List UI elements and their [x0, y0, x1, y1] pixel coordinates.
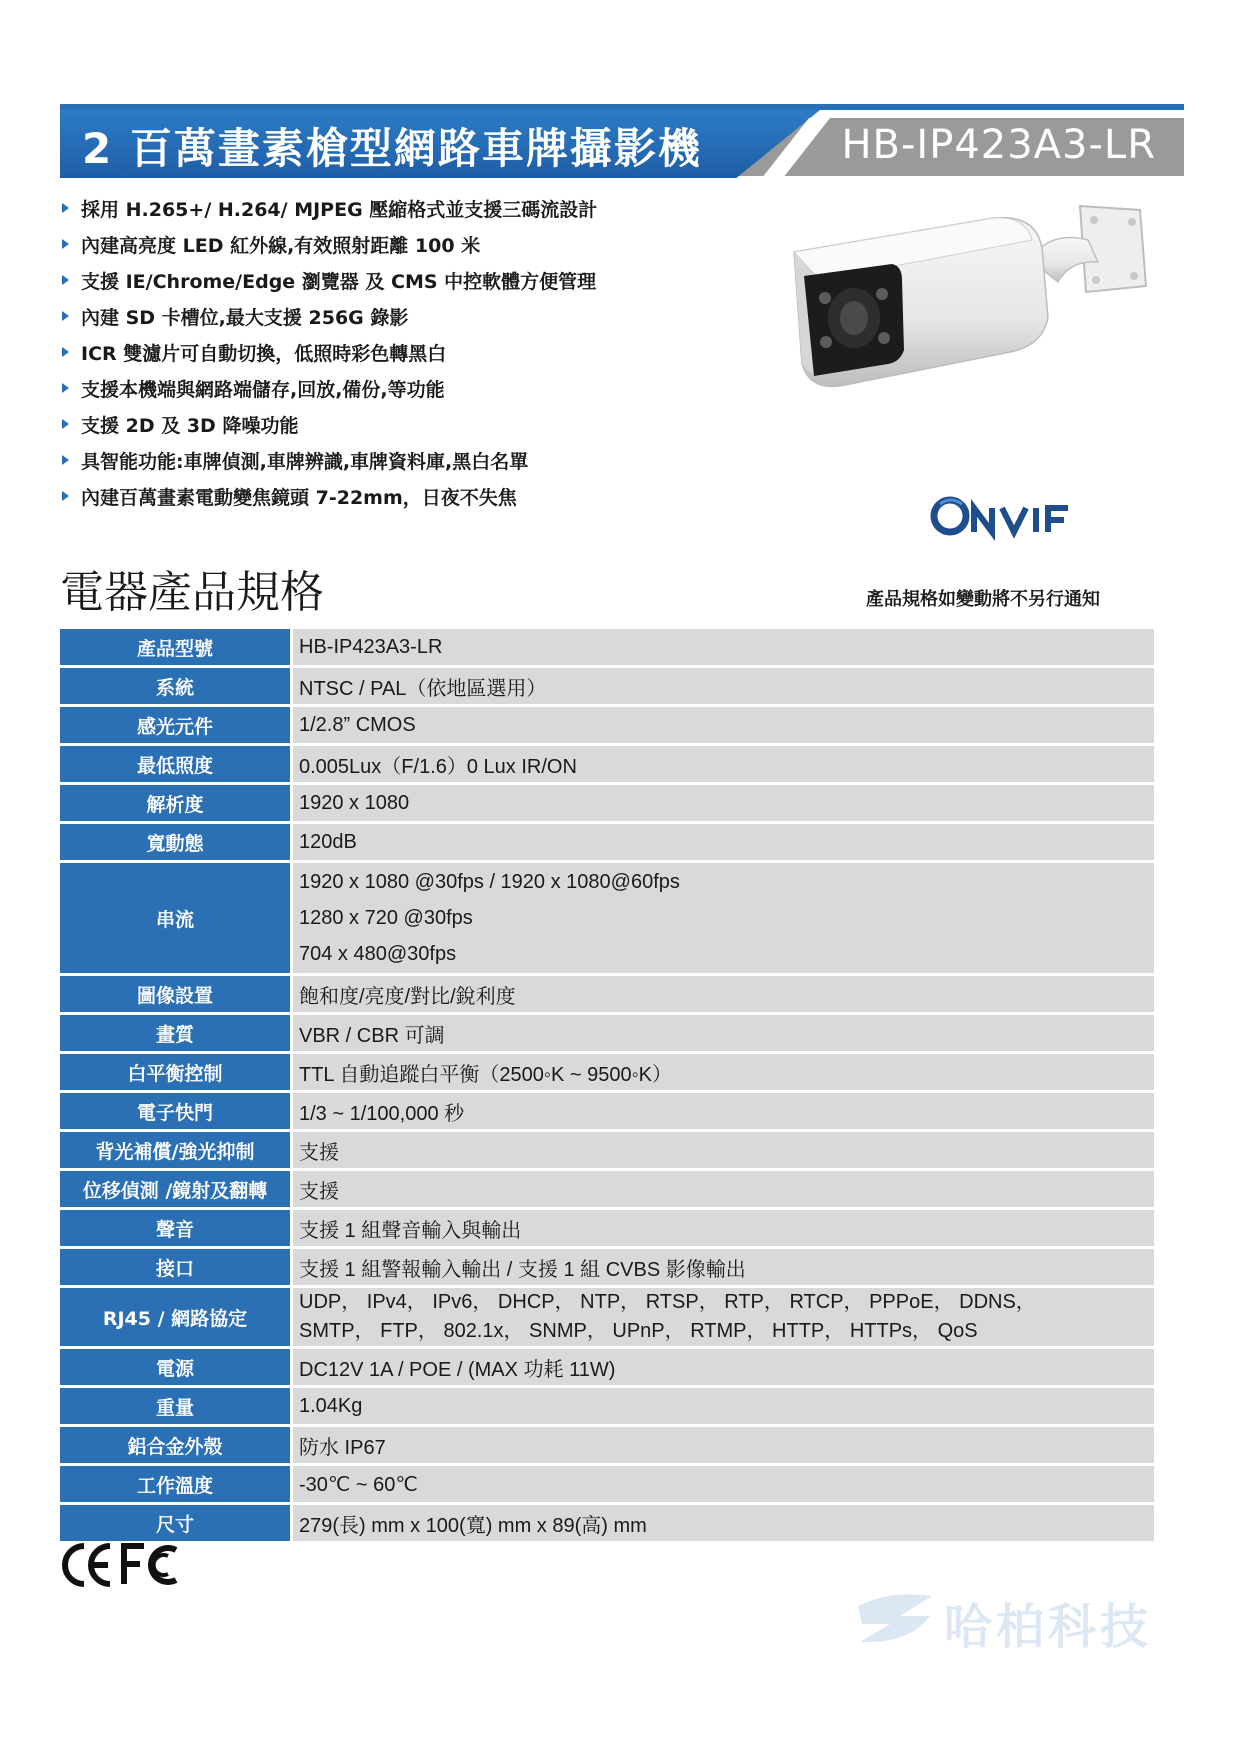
- table-row: [60, 824, 1154, 860]
- feature-text: 具智能功能:車牌偵測,車牌辨識,車牌資料庫,黑白名單: [81, 450, 529, 473]
- table-row: [60, 1505, 1154, 1541]
- spec-value-line: 1920 x 1080 @30fps / 1920 x 1080@60fps: [299, 871, 680, 893]
- triangle-bullet-icon: [62, 491, 69, 501]
- spec-value: [293, 1288, 1154, 1346]
- spec-label: 產品型號: [60, 629, 293, 665]
- spec-value: 支援 1 組警報輸入輸出 / 支援 1 組 CVBS 影像輸出: [293, 1249, 1154, 1285]
- triangle-bullet-icon: [62, 419, 69, 429]
- spec-label: 聲音: [60, 1210, 293, 1246]
- triangle-bullet-icon: [62, 383, 69, 393]
- spec-value: -30℃ ~ 60℃: [293, 1466, 1154, 1502]
- triangle-bullet-icon: [62, 203, 69, 213]
- bullet-camera-image: [780, 200, 1160, 410]
- spec-value: 1920 x 1080: [293, 785, 1154, 821]
- spec-value: 防水 IP67: [293, 1427, 1154, 1463]
- ce-fcc-certification-icon: [58, 1540, 188, 1590]
- brand-name: 哈柏科技: [944, 1599, 1153, 1655]
- spec-label: 位移偵測 /鏡射及翻轉: [60, 1171, 293, 1207]
- triangle-bullet-icon: [62, 311, 69, 321]
- spec-label: 背光補償/強光抑制: [60, 1132, 293, 1168]
- triangle-bullet-icon: [62, 275, 69, 285]
- spec-value: 1/3 ~ 1/100,000 秒: [293, 1093, 1154, 1129]
- spec-value-line: 1280 x 720 @30fps: [299, 907, 473, 929]
- title-banner: [60, 110, 1184, 178]
- spec-table: [60, 626, 1154, 1544]
- feature-item: [62, 478, 762, 514]
- table-row: [60, 1210, 1154, 1246]
- feature-item: [62, 370, 762, 406]
- spec-label: 系統: [60, 668, 293, 704]
- feature-text: 支援 IE/Chrome/Edge 瀏覽器 及 CMS 中控軟體方便管理: [81, 270, 597, 293]
- table-row: [60, 668, 1154, 704]
- feature-text: 支援本機端與網路端儲存,回放,備份,等功能: [81, 378, 445, 401]
- feature-text: 內建高亮度 LED 紅外線,有效照射距離 100 米: [81, 234, 481, 257]
- brand-swoosh-icon: [850, 1586, 940, 1650]
- spec-section-title: 電器產品規格: [60, 567, 324, 618]
- spec-value: 0.005Lux（F/1.6）0 Lux IR/ON: [293, 746, 1154, 782]
- spec-label: 最低照度: [60, 746, 293, 782]
- spec-value: 支援: [293, 1132, 1154, 1168]
- feature-item: [62, 298, 762, 334]
- spec-label: 電源: [60, 1349, 293, 1385]
- table-row: [60, 1015, 1154, 1051]
- spec-label: 尺寸: [60, 1505, 293, 1541]
- spec-label: 解析度: [60, 785, 293, 821]
- triangle-bullet-icon: [62, 239, 69, 249]
- table-row: [60, 1093, 1154, 1129]
- spec-label: 重量: [60, 1388, 293, 1424]
- spec-value: [293, 863, 1154, 973]
- table-row: [60, 1249, 1154, 1285]
- triangle-bullet-icon: [62, 455, 69, 465]
- spec-value: HB-IP423A3-LR: [293, 629, 1154, 665]
- spec-value: 1.04Kg: [293, 1388, 1154, 1424]
- spec-label: 感光元件: [60, 707, 293, 743]
- table-row: [60, 1054, 1154, 1090]
- table-row: [60, 1349, 1154, 1385]
- table-row: [60, 1466, 1154, 1502]
- spec-change-notice: 產品規格如變動將不另行通知: [866, 589, 1100, 610]
- spec-label: 接口: [60, 1249, 293, 1285]
- triangle-bullet-icon: [62, 347, 69, 357]
- spec-value: VBR / CBR 可調: [293, 1015, 1154, 1051]
- feature-item: [62, 406, 762, 442]
- spec-value-line: SMTP， FTP， 802.1x， SNMP， UPnP， RTMP， HTTP， HTTPs， QoS: [299, 1320, 978, 1342]
- spec-value: TTL 自動追蹤白平衡（2500◦K ~ 9500◦K）: [293, 1054, 1154, 1090]
- spec-value: 279(長) mm x 100(寬) mm x 89(高) mm: [293, 1505, 1154, 1541]
- feature-item: [62, 442, 762, 478]
- spec-label: 圖像設置: [60, 976, 293, 1012]
- feature-text: 支援 2D 及 3D 降噪功能: [81, 414, 299, 437]
- spec-label: 串流: [60, 863, 293, 973]
- brand-logo: [850, 1586, 1180, 1655]
- table-row: [60, 785, 1154, 821]
- spec-value: 1/2.8” CMOS: [293, 707, 1154, 743]
- table-row: [60, 1388, 1154, 1424]
- spec-value: 支援 1 組聲音輸入與輸出: [293, 1210, 1154, 1246]
- product-title: 2 百萬畫素槍型網路車牌攝影機: [82, 124, 702, 173]
- onvif-logo: [930, 492, 1090, 542]
- product-model: HB-IP423A3-LR: [841, 122, 1156, 168]
- table-row: [60, 1171, 1154, 1207]
- spec-label: 工作溫度: [60, 1466, 293, 1502]
- table-row: [60, 1288, 1154, 1346]
- spec-value: NTSC / PAL（依地區選用）: [293, 668, 1154, 704]
- spec-label: 電子快門: [60, 1093, 293, 1129]
- feature-item: [62, 226, 762, 262]
- spec-value: 支援: [293, 1171, 1154, 1207]
- table-row: [60, 863, 1154, 973]
- feature-text: 內建 SD 卡槽位,最大支援 256G 錄影: [81, 306, 409, 329]
- feature-text: 內建百萬畫素電動變焦鏡頭 7-22mm，日夜不失焦: [81, 486, 517, 509]
- feature-text: ICR 雙濾片可自動切換，低照時彩色轉黑白: [81, 342, 447, 365]
- spec-value-line: 704 x 480@30fps: [299, 943, 457, 965]
- spec-value-line: UDP， IPv4， IPv6， DHCP， NTP， RTSP， RTP， RTCP， PPPoE， DDNS，: [299, 1291, 1036, 1313]
- spec-label: 畫質: [60, 1015, 293, 1051]
- table-row: [60, 976, 1154, 1012]
- spec-label: RJ45 / 網路協定: [60, 1288, 293, 1346]
- feature-item: [62, 334, 762, 370]
- spec-label: 白平衡控制: [60, 1054, 293, 1090]
- table-row: [60, 707, 1154, 743]
- spec-value: 飽和度/亮度/對比/銳利度: [293, 976, 1154, 1012]
- feature-item: [62, 262, 762, 298]
- spec-label: 寬動態: [60, 824, 293, 860]
- feature-list: [62, 190, 762, 514]
- spec-label: 鋁合金外殼: [60, 1427, 293, 1463]
- table-row: [60, 629, 1154, 665]
- table-row: [60, 1427, 1154, 1463]
- table-row: [60, 746, 1154, 782]
- spec-value: 120dB: [293, 824, 1154, 860]
- feature-text: 採用 H.265+/ H.264/ MJPEG 壓縮格式並支援三碼流設計: [81, 198, 598, 221]
- spec-value: DC12V 1A / POE / (MAX 功耗 11W): [293, 1349, 1154, 1385]
- table-row: [60, 1132, 1154, 1168]
- feature-item: [62, 190, 762, 226]
